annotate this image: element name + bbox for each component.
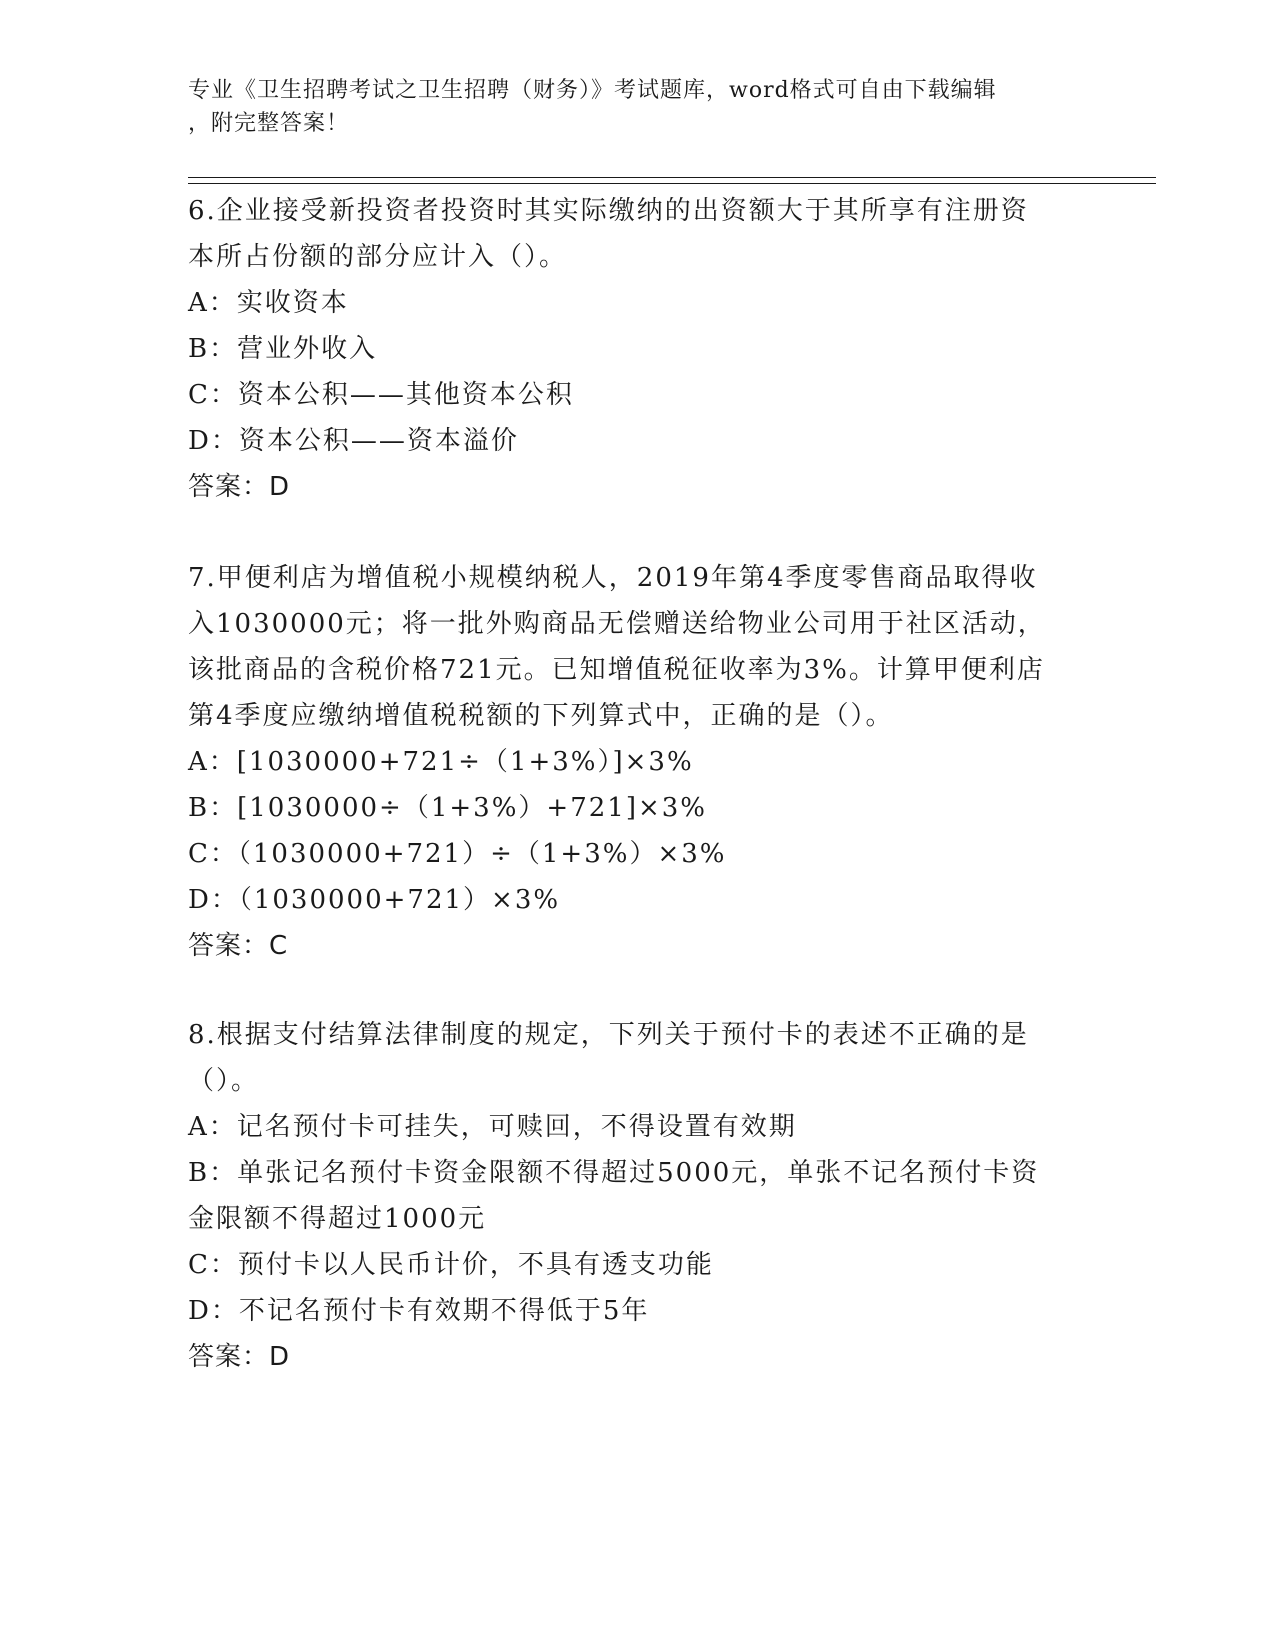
question-8 — [188, 1012, 1068, 1380]
option-line: B：[1030000÷（1+3%）+721]×3% — [188, 793, 707, 823]
option-a — [188, 1104, 1068, 1150]
option-c — [188, 831, 1068, 877]
stem-line: 6.企业接受新投资者投资时其实际缴纳的出资额大于其所享有注册资 — [188, 196, 1029, 226]
question-7 — [188, 555, 1068, 969]
stem-line: 入1030000元；将一批外购商品无偿赠送给物业公司用于社区活动， — [188, 609, 1046, 639]
stem-line: 7.甲便利店为增值税小规模纳税人，2019年第4季度零售商品取得收 — [188, 563, 1038, 593]
question-stem — [188, 555, 1068, 739]
option-line: B：单张记名预付卡资金限额不得超过5000元，单张不记名预付卡资 — [188, 1158, 1040, 1188]
option-d — [188, 418, 1068, 464]
header-divider-top — [188, 177, 1156, 178]
option-line: C：预付卡以人民币计价，不具有透支功能 — [188, 1250, 714, 1280]
header-line-2: ，附完整答案！ — [188, 111, 350, 136]
option-b — [188, 326, 1068, 372]
stem-line: 8.根据支付结算法律制度的规定，下列关于预付卡的表述不正确的是 — [188, 1020, 1029, 1050]
header-line-1: 专业《卫生招聘考试之卫生招聘（财务）》考试题库，word格式可自由下载编辑 — [188, 78, 997, 103]
option-b — [188, 785, 1068, 831]
option-a — [188, 739, 1068, 785]
option-line: C：（1030000+721）÷（1+3%）×3% — [188, 839, 727, 869]
option-line: C：资本公积——其他资本公积 — [188, 380, 574, 410]
answer-line: 答案：D — [188, 1342, 291, 1372]
answer-line: 答案：D — [188, 472, 291, 502]
option-line: D：不记名预付卡有效期不得低于5年 — [188, 1296, 650, 1326]
stem-line: （）。 — [188, 1066, 260, 1096]
question-stem — [188, 188, 1068, 280]
option-d — [188, 1288, 1068, 1334]
option-line: A：记名预付卡可挂失，可赎回，不得设置有效期 — [188, 1112, 797, 1142]
option-d — [188, 877, 1068, 923]
option-line: D：资本公积——资本溢价 — [188, 426, 519, 456]
option-line: A：实收资本 — [188, 288, 349, 318]
document-header — [188, 74, 1088, 140]
option-b — [188, 1150, 1068, 1242]
stem-line: 第4季度应缴纳增值税税额的下列算式中，正确的是（）。 — [188, 701, 894, 731]
option-c — [188, 372, 1068, 418]
option-line: D：（1030000+721）×3% — [188, 885, 561, 915]
option-line: B：营业外收入 — [188, 334, 378, 364]
option-c — [188, 1242, 1068, 1288]
stem-line: 该批商品的含税价格721元。已知增值税征收率为3%。计算甲便利店 — [188, 655, 1045, 685]
question-6 — [188, 188, 1068, 510]
stem-line: 本所占份额的部分应计入（）。 — [188, 242, 568, 272]
answer-line: 答案：C — [188, 931, 289, 961]
header-divider-bottom — [188, 183, 1156, 184]
option-a — [188, 280, 1068, 326]
question-stem — [188, 1012, 1068, 1104]
option-line: A：[1030000+721÷（1+3%）]×3% — [188, 747, 694, 777]
option-line: 金限额不得超过1000元 — [188, 1204, 487, 1234]
